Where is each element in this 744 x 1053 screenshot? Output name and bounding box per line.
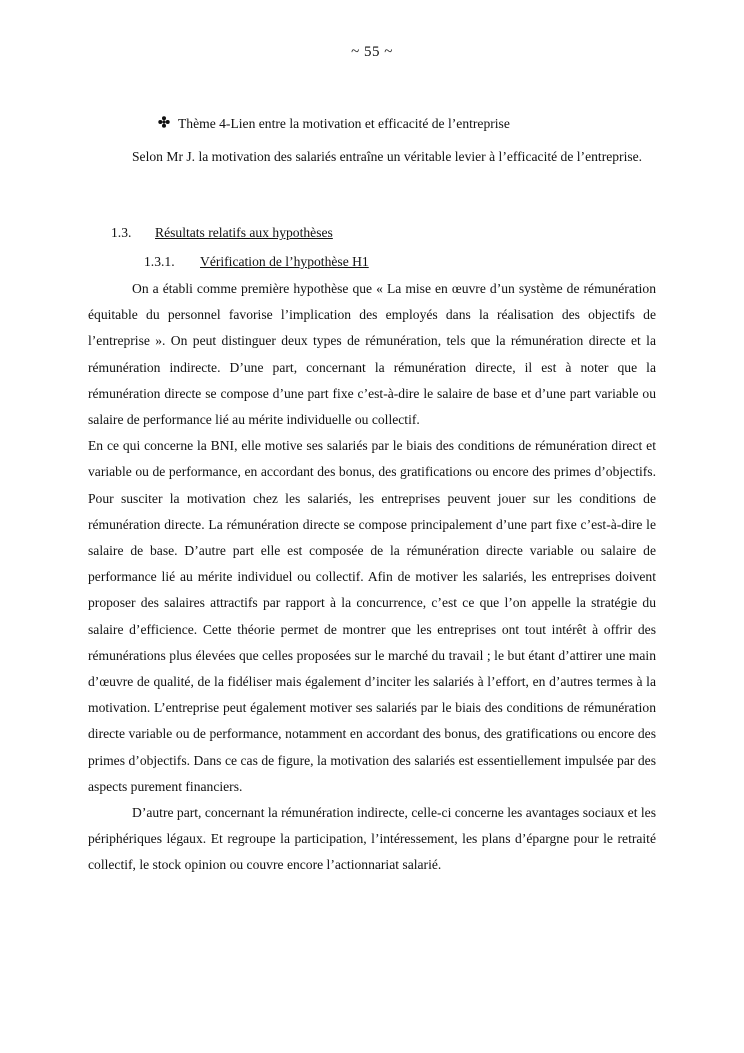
theme-heading (158, 116, 510, 132)
body-text (88, 276, 656, 879)
section-title: Résultats relatifs aux hypothèses (155, 225, 333, 240)
paragraph-hypothesis: On a établi comme première hypothèse que « La mise en œuvre d’un système de rémunération équitable du personnel favorise l’implication des employés dans la réalisation des objectifs de l’entreprise ». On peut distinguer deux types de rémunération, tels que la rémunération directe et la rémunération indirecte. D’une part, concernant la rémunération directe, il est à noter que la rémunération directe se compose d’une part fixe c’est-à-dire le salaire de base et d’une part variable ou salaire de performance lié au mérite individuelle ou collectif. (88, 281, 656, 428)
intro-paragraph: Selon Mr J. la motivation des salariés entraîne un véritable levier à l’efficacité de l’entreprise. (132, 149, 643, 164)
paragraph-bni: En ce qui concerne la BNI, elle motive ses salariés par le biais des conditions de rémunération direct et variable ou de performance, en accordant des bonus, des gratifications ou encore des primes d’objectifs. Pour susciter la motivation chez les salariés, les entreprises peuvent jouer sur les conditions de rémunération directe. La rémunération directe se compose principalement d’une part fixe c’est-à-dire le salaire de base. D’autre part elle est composée de la rémunération directe variable ou salaire de performance lié au mérite individuel ou collectif. Afin de motiver les salariés, les entreprises doivent proposer des salaires attractifs par rapport à la concurrence, c’est ce que l’on appelle la stratégie du salaire d’efficience. Cette théorie permet de montrer que les entreprises ont tout intérêt à offrir des rémunérations plus élevées que celles proposées sur le marché du travail ; le but étant d’attirer une main d’œuvre de qualité, de la fidéliser mais également d’inciter les salariés à l’effort, en d’autres termes à la motivation. L’entreprise peut également motiver ses salariés par le biais des conditions de rémunération directe variable ou de performance, notamment en accordant des bonus, des gratifications ou encore des primes d’objectifs. Dans ce cas de figure, la motivation des salariés est essentiellement impulsée par des aspects purement financiers. (88, 438, 656, 794)
subsection-title: Vérification de l’hypothèse H1 (200, 254, 369, 269)
section-number: 1.3. (111, 225, 132, 240)
subsection-heading (144, 254, 369, 270)
subsection-number: 1.3.1. (144, 254, 175, 269)
diamond-bullet-icon (158, 116, 170, 132)
theme-title: Thème 4-Lien entre la motivation et efficacité de l’entreprise (178, 116, 510, 131)
section-heading (111, 225, 333, 241)
paragraph-indirect: D’autre part, concernant la rémunération indirecte, celle-ci concerne les avantages sociaux et les périphériques légaux. Et regroupe la participation, l’intéressement, les plans d’épargne pour le retraité collectif, le stock opinion ou couvre encore l’actionnariat salarié. (88, 805, 656, 873)
page-number: ~ 55 ~ (351, 44, 393, 60)
